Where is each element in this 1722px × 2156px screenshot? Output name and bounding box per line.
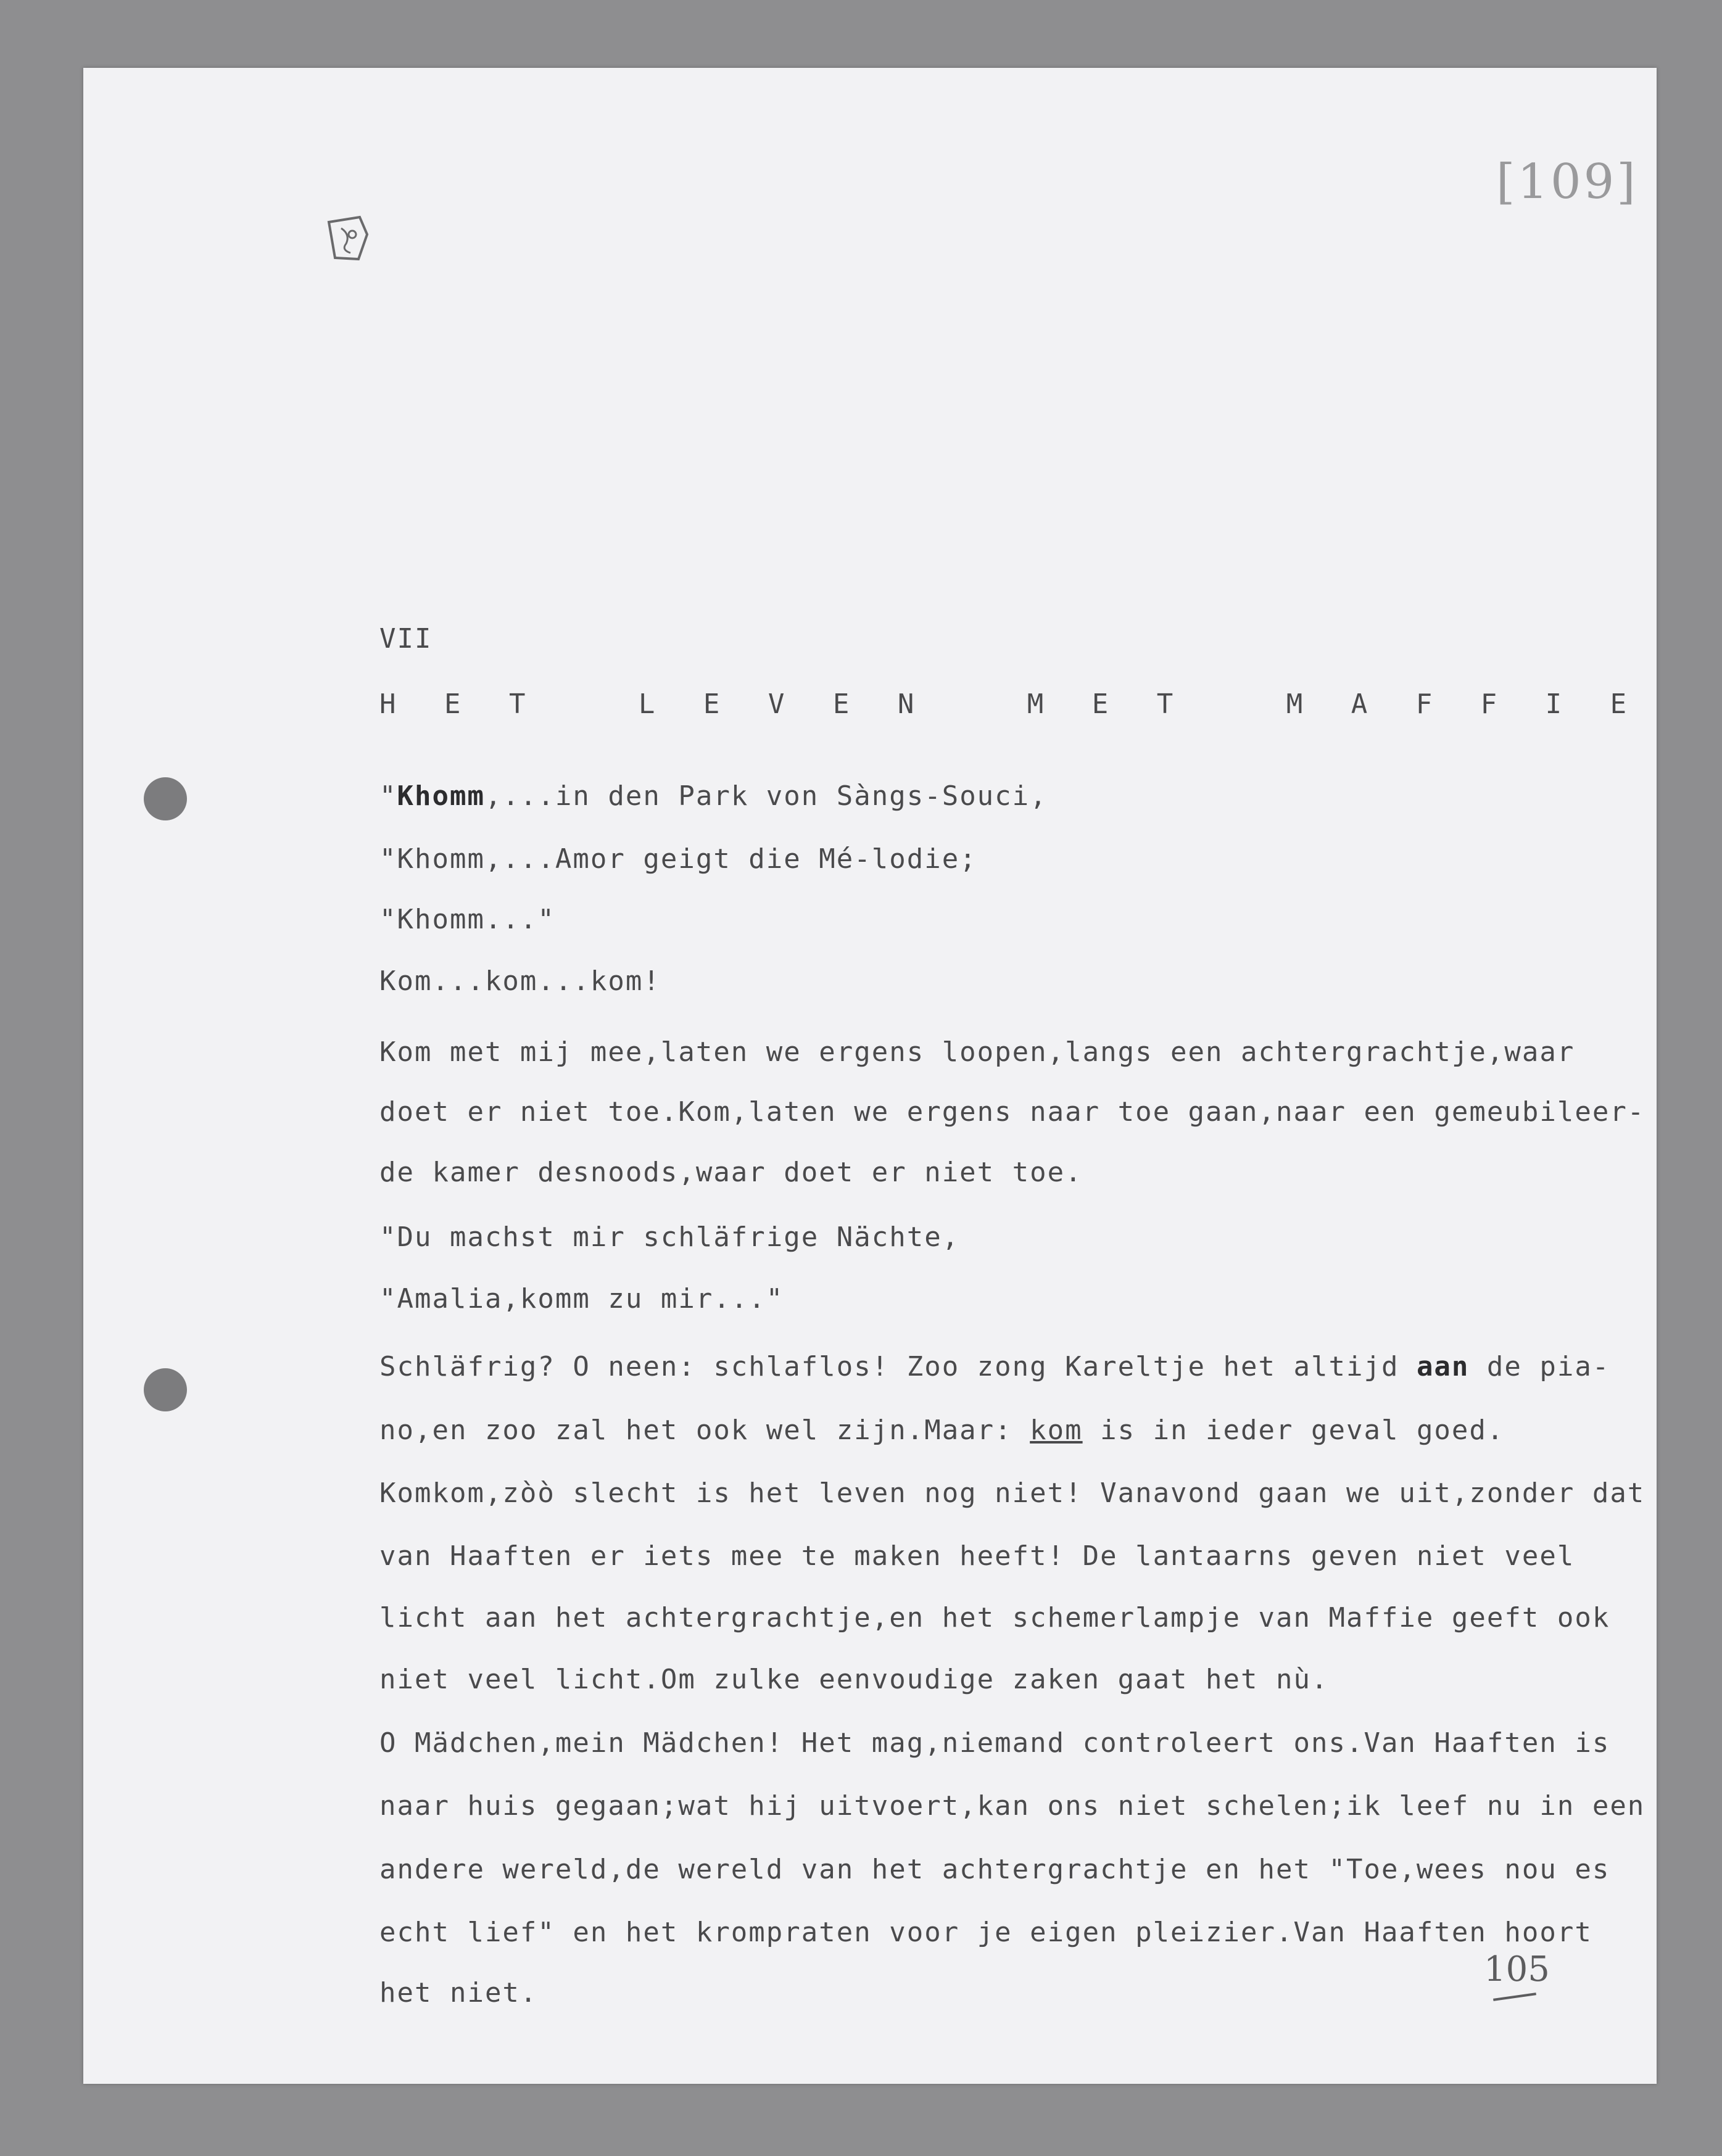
text-line: Kom met mij mee,laten we ergens loopen,langs een achtergrachtje,waar [379, 1036, 1575, 1068]
text-line: andere wereld,de wereld van het achtergrachtje en het "Toe,wees nou es [379, 1854, 1610, 1885]
punch-hole-bottom [144, 1368, 187, 1411]
document-page [83, 68, 1657, 2084]
underlined-word: kom [1030, 1415, 1083, 1446]
text-line: O Mädchen,mein Mädchen! Het mag,niemand controleert ons.Van Haaften is [379, 1727, 1610, 1759]
text-segment: Schläfrig? O neen: schlaflos! Zoo zong Kareltje het altijd [379, 1351, 1417, 1382]
text-segment: no,en zoo zal het ook wel zijn.Maar: [379, 1415, 1030, 1446]
text-line: "Khomm..." [379, 904, 555, 935]
overtyped-word: aan [1416, 1351, 1470, 1382]
text-segment: de pia- [1469, 1351, 1610, 1382]
text-line: echt lief" en het krompraten voor je eigen pleizier.Van Haaften hoort [379, 1917, 1592, 1948]
text-line: Komkom,zòò slecht is het leven nog niet! Vanavond gaan we uit,zonder dat [379, 1477, 1645, 1509]
text-line: "Khomm,...Amor geigt die Mé-lodie; [379, 843, 977, 875]
chapter-number: VII [379, 623, 433, 655]
text-segment: ,...in den Park von Sàngs-Souci, [484, 780, 1048, 812]
stamp-mark-icon [323, 210, 384, 271]
folio-number-handwritten: 105 [1484, 1949, 1550, 1989]
chapter-title: H E T L E V E N M E T M A F F I E [379, 688, 1643, 720]
text-line: licht aan het achtergrachtje,en het schemerlampje van Maffie geeft ook [379, 1602, 1610, 1634]
text-line: van Haaften er iets mee te maken heeft! De lantaarns geven niet veel [379, 1540, 1575, 1572]
text-line [379, 1351, 1610, 1383]
text-line [379, 780, 1048, 812]
text-line [379, 1415, 1504, 1447]
text-line: "Du machst mir schläfrige Nächte, [379, 1221, 960, 1253]
text-line: de kamer desnoods,waar doet er niet toe. [379, 1157, 1083, 1188]
overtyped-word: Khomm [397, 780, 485, 812]
text-segment: " [379, 780, 397, 812]
text-line: naar huis gegaan;wat hij uitvoert,kan ons niet schelen;ik leef nu in een [379, 1790, 1645, 1822]
page-number-handwritten: [109] [1496, 154, 1638, 210]
folio-underline [1493, 1993, 1536, 2001]
text-line: niet veel licht.Om zulke eenvoudige zaken gaat het nù. [379, 1664, 1329, 1695]
text-line: het niet. [379, 1977, 538, 2009]
text-line: Kom...kom...kom! [379, 965, 661, 997]
punch-hole-top [144, 777, 187, 820]
text-line: doet er niet toe.Kom,laten we ergens naar toe gaan,naar een gemeubileer- [379, 1096, 1645, 1128]
text-line: "Amalia,komm zu mir..." [379, 1283, 784, 1315]
text-segment: is in ieder geval goed. [1082, 1415, 1505, 1446]
